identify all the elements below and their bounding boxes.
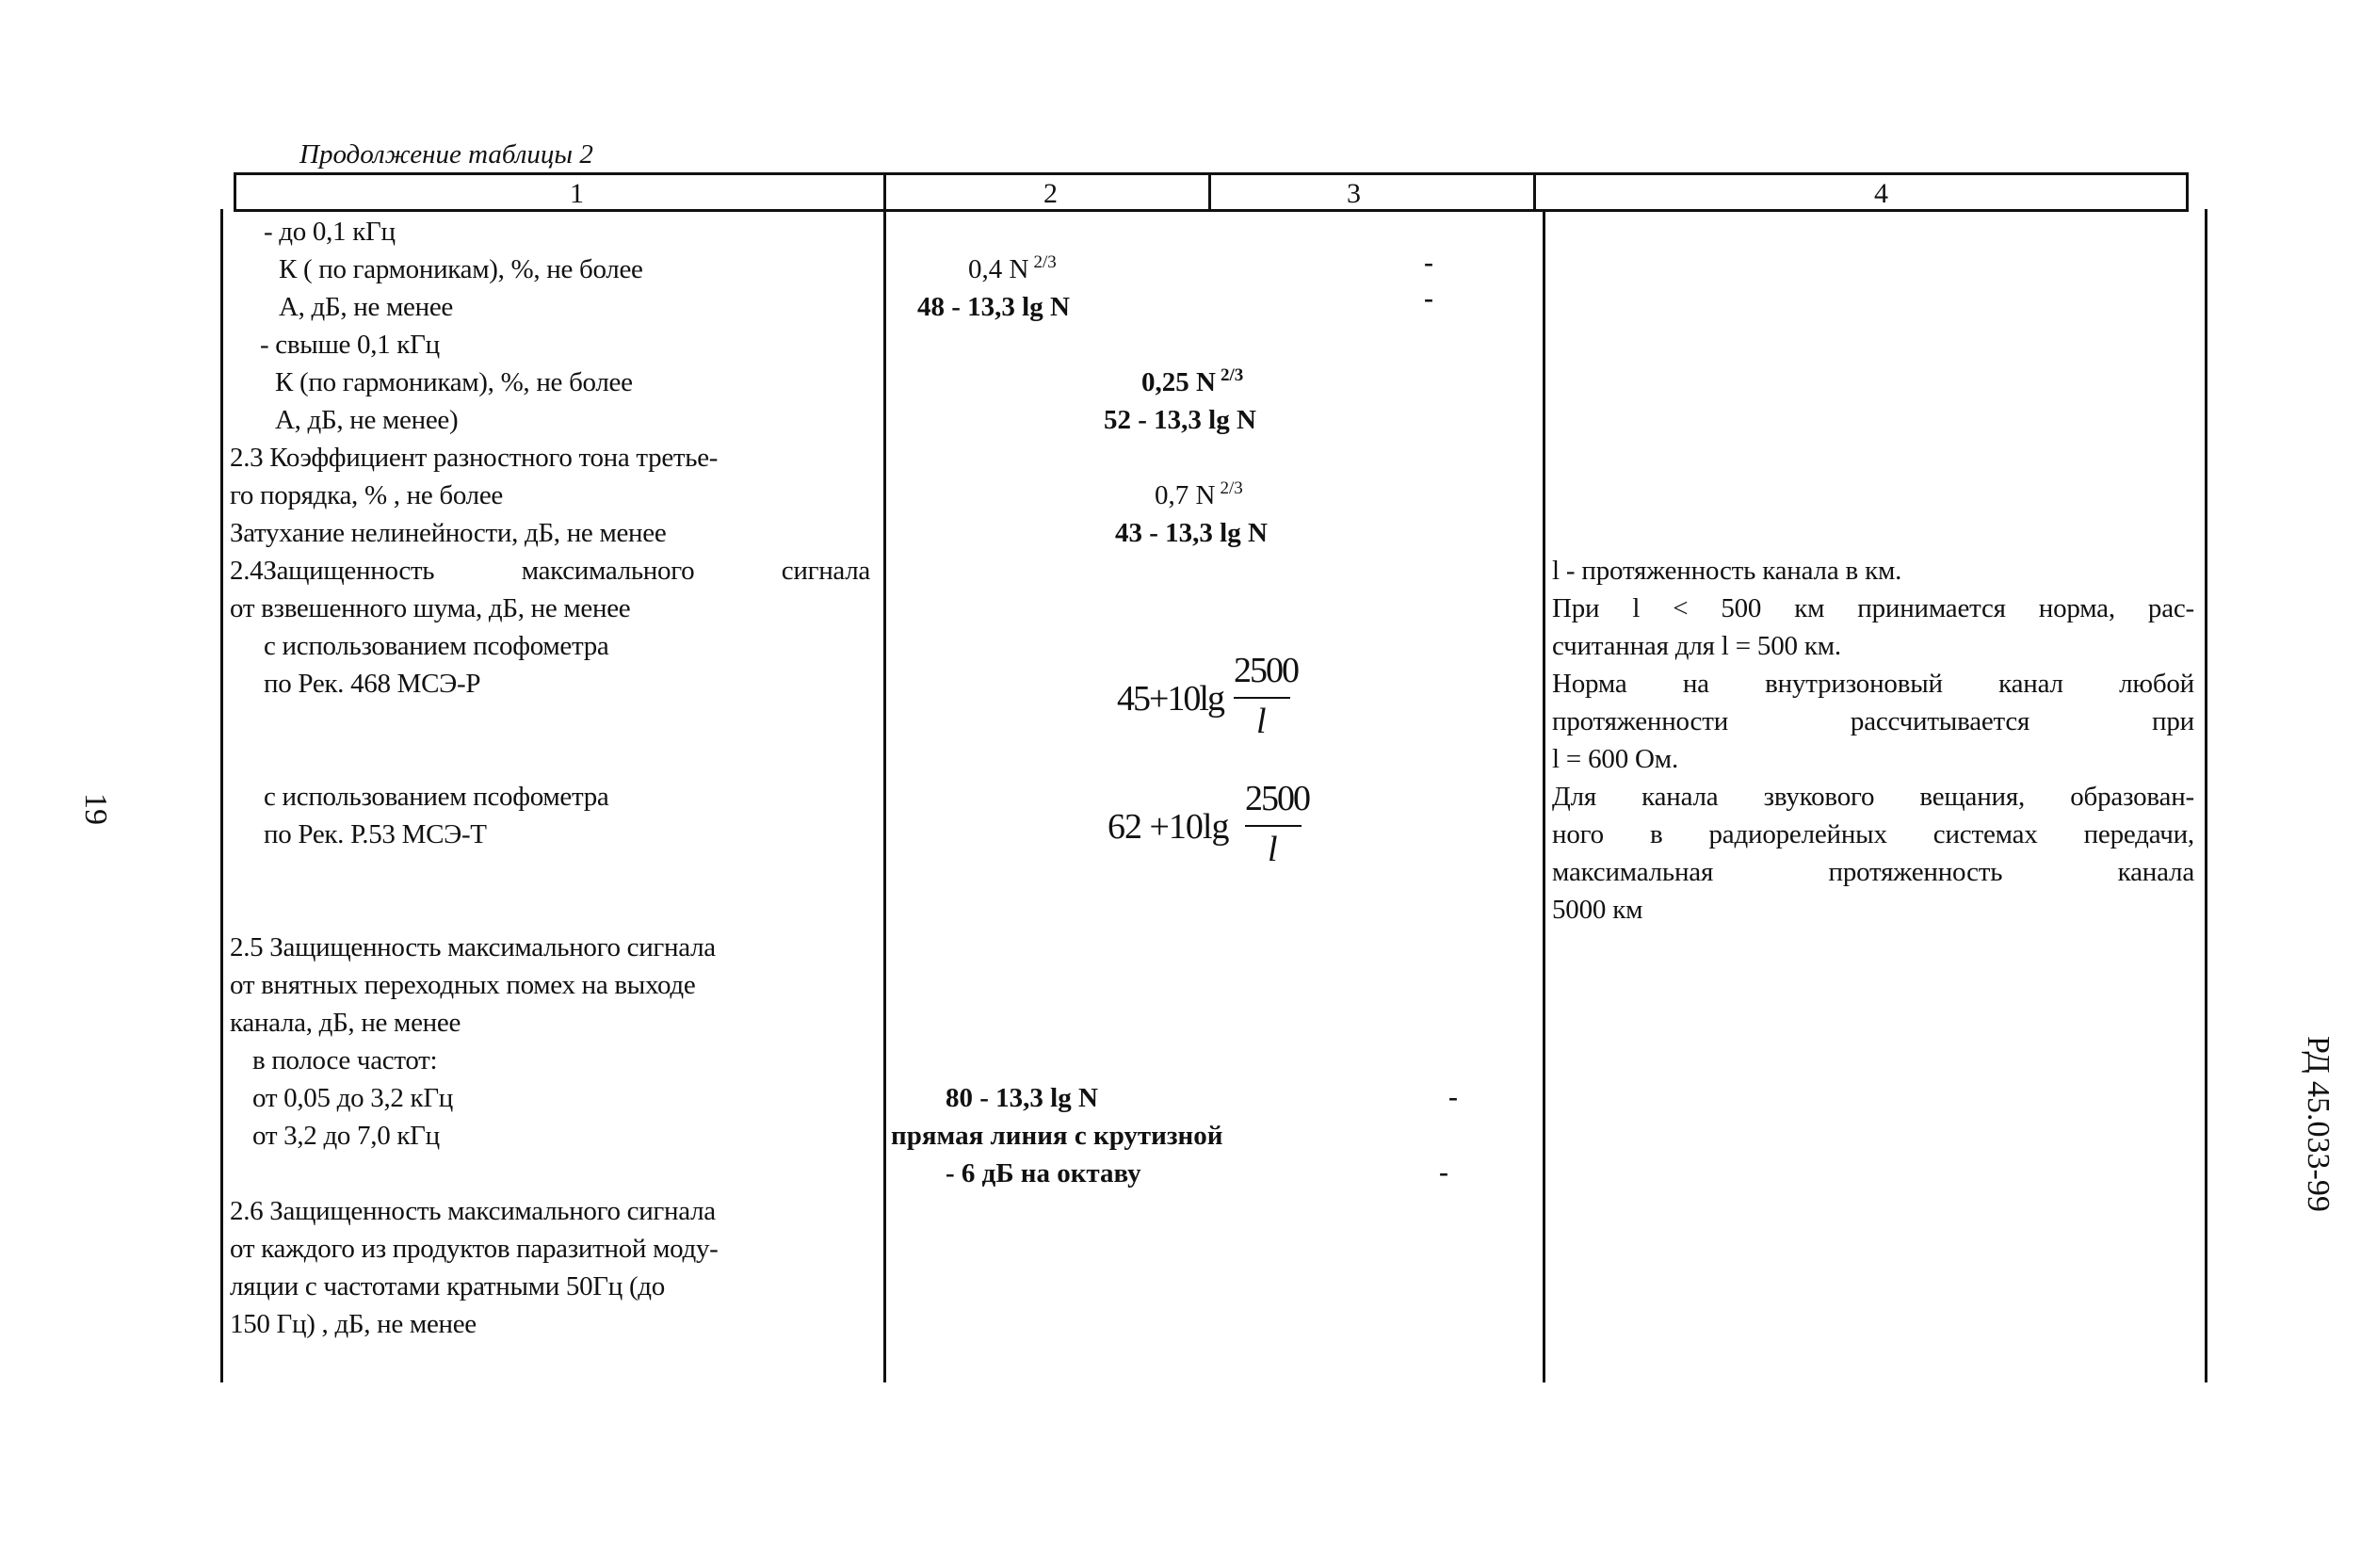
col1-line: по Рек. Р.53 МСЭ-Т — [264, 819, 487, 849]
col3-col4-divider-header — [1533, 172, 1536, 210]
col4-line — [1552, 669, 2194, 700]
col1-line: канала, дБ, не менее — [230, 1008, 461, 1038]
col1-line: с использованием псофометра — [264, 782, 609, 812]
col1-line: от 0,05 до 3,2 кГц — [252, 1083, 454, 1113]
col3-dash: - — [1424, 283, 1433, 314]
col2-k3-exp: 2/3 — [1220, 478, 1243, 499]
col3-dash: - — [1439, 1156, 1448, 1188]
col1-line: - свыше 0,1 кГц — [260, 330, 440, 360]
col1-line: ляции с частотами кратными 50Гц (до — [230, 1271, 665, 1301]
col4-justified: Для канала звукового вещания, образован- — [1552, 782, 2194, 812]
col1-line: А, дБ, не менее) — [275, 405, 459, 435]
table-top-border — [234, 172, 2189, 175]
col2-k1-exp: 2/3 — [1033, 252, 1057, 273]
col1-line: в полосе частот: — [252, 1045, 438, 1075]
col1-line: с использованием псофометра — [264, 631, 609, 661]
formula-numerator: 2500 — [1245, 779, 1309, 818]
col4-justified: протяженности рассчитывается при — [1552, 706, 2194, 736]
col1-line: К (по гармоникам), %, не более — [275, 367, 633, 397]
table-caption: Продолжение таблицы 2 — [299, 139, 593, 170]
col1-line: - до 0,1 кГц — [264, 217, 396, 247]
col2-a1: 48 - 13,3 lg N — [917, 292, 1070, 322]
col2-k2-base: 0,25 N — [1141, 367, 1216, 397]
formula-lead: 62 +10lg — [1108, 807, 1229, 847]
formula-denominator: l — [1256, 702, 1267, 741]
fraction-bar — [1234, 697, 1290, 699]
col2-r2: прямая линия с крутизной — [891, 1121, 1223, 1151]
col2-r3: - 6 дБ на октаву — [946, 1158, 1141, 1188]
header-col-2: 2 — [1043, 178, 1058, 209]
col4-justified: ного в радиорелейных системах передачи, — [1552, 819, 2194, 849]
col2-k1 — [968, 254, 1057, 285]
col2-col3-divider — [1208, 172, 1211, 210]
page-number: 19 — [78, 793, 113, 825]
col1-line: от взвешенного шума, дБ, не менее — [230, 593, 631, 623]
col4-line: l - протяженность канала в км. — [1552, 556, 1902, 586]
col4-line: l = 600 Ом. — [1552, 744, 1679, 774]
col2-k2 — [1141, 367, 1243, 398]
col4-justified: Норма на внутризоновый канал любой — [1552, 669, 2194, 699]
col4-line: считанная для l = 500 км. — [1552, 631, 1841, 661]
col4-justified: При l < 500 км принимается норма, рас- — [1552, 593, 2194, 623]
col1-line: К ( по гармоникам), %, не более — [279, 254, 643, 284]
col1-line: Затухание нелинейности, дБ, не менее — [230, 518, 667, 548]
col2-k2-exp: 2/3 — [1220, 365, 1244, 386]
header-col-3: 3 — [1347, 178, 1361, 209]
header-col-1: 1 — [570, 178, 584, 209]
table-right-border-body — [2205, 209, 2207, 1382]
col1-line: по Рек. 468 МСЭ-Р — [264, 669, 481, 699]
formula-psophometer-468 — [1117, 650, 1324, 753]
col1-line: 2.6 Защищенность максимального сигнала — [230, 1196, 716, 1226]
col1-line: 2.5 Защищенность максимального сигнала — [230, 932, 716, 962]
col2-k3-base: 0,7 N — [1155, 480, 1216, 510]
col1-col2-divider — [883, 172, 886, 1382]
col2-a3: 43 - 13,3 lg N — [1115, 518, 1268, 548]
col4-line — [1552, 819, 2194, 850]
col3-dash: - — [1448, 1081, 1458, 1112]
fraction-bar — [1245, 825, 1302, 827]
formula-lead: 45+10lg — [1117, 679, 1223, 719]
document-id: РД 45.033-99 — [2301, 1036, 2336, 1212]
formula-denominator: l — [1268, 830, 1278, 869]
col1-line: го порядка, % , не более — [230, 480, 503, 510]
col3-dash: - — [1424, 247, 1433, 278]
col1-justified: 2.4Защищенность максимального сигнала — [230, 556, 870, 586]
header-bottom-border — [234, 209, 2189, 212]
col4-justified: максимальная протяженность канала — [1552, 857, 2194, 887]
col2-k1-base: 0,4 N — [968, 254, 1029, 284]
formula-psophometer-p53 — [1108, 778, 1334, 881]
formula-numerator: 2500 — [1234, 651, 1298, 690]
col4-line — [1552, 782, 2194, 813]
col2-k3 — [1155, 480, 1243, 511]
col1-line: от каждого из продуктов паразитной моду- — [230, 1234, 719, 1264]
col1-line: А, дБ, не менее — [279, 292, 453, 322]
col1-line: от внятных переходных помех на выходе — [230, 970, 696, 1000]
col2-a2: 52 - 13,3 lg N — [1104, 405, 1256, 435]
table-left-border-body — [220, 209, 223, 1382]
col1-line: 2.3 Коэффициент разностного тона третье- — [230, 443, 719, 473]
col4-line — [1552, 857, 2194, 888]
table-left-border — [234, 172, 236, 210]
col1-line — [230, 556, 870, 587]
col4-line — [1552, 706, 2194, 737]
col1-line: от 3,2 до 7,0 кГц — [252, 1121, 440, 1151]
table-right-border — [2186, 172, 2189, 210]
col4-line — [1552, 593, 2194, 624]
col4-line: 5000 км — [1552, 895, 1643, 925]
col2-r1: 80 - 13,3 lg N — [946, 1083, 1098, 1113]
col3-col4-divider-body — [1543, 209, 1545, 1382]
header-col-4: 4 — [1874, 178, 1888, 209]
col1-line: 150 Гц) , дБ, не менее — [230, 1309, 477, 1339]
